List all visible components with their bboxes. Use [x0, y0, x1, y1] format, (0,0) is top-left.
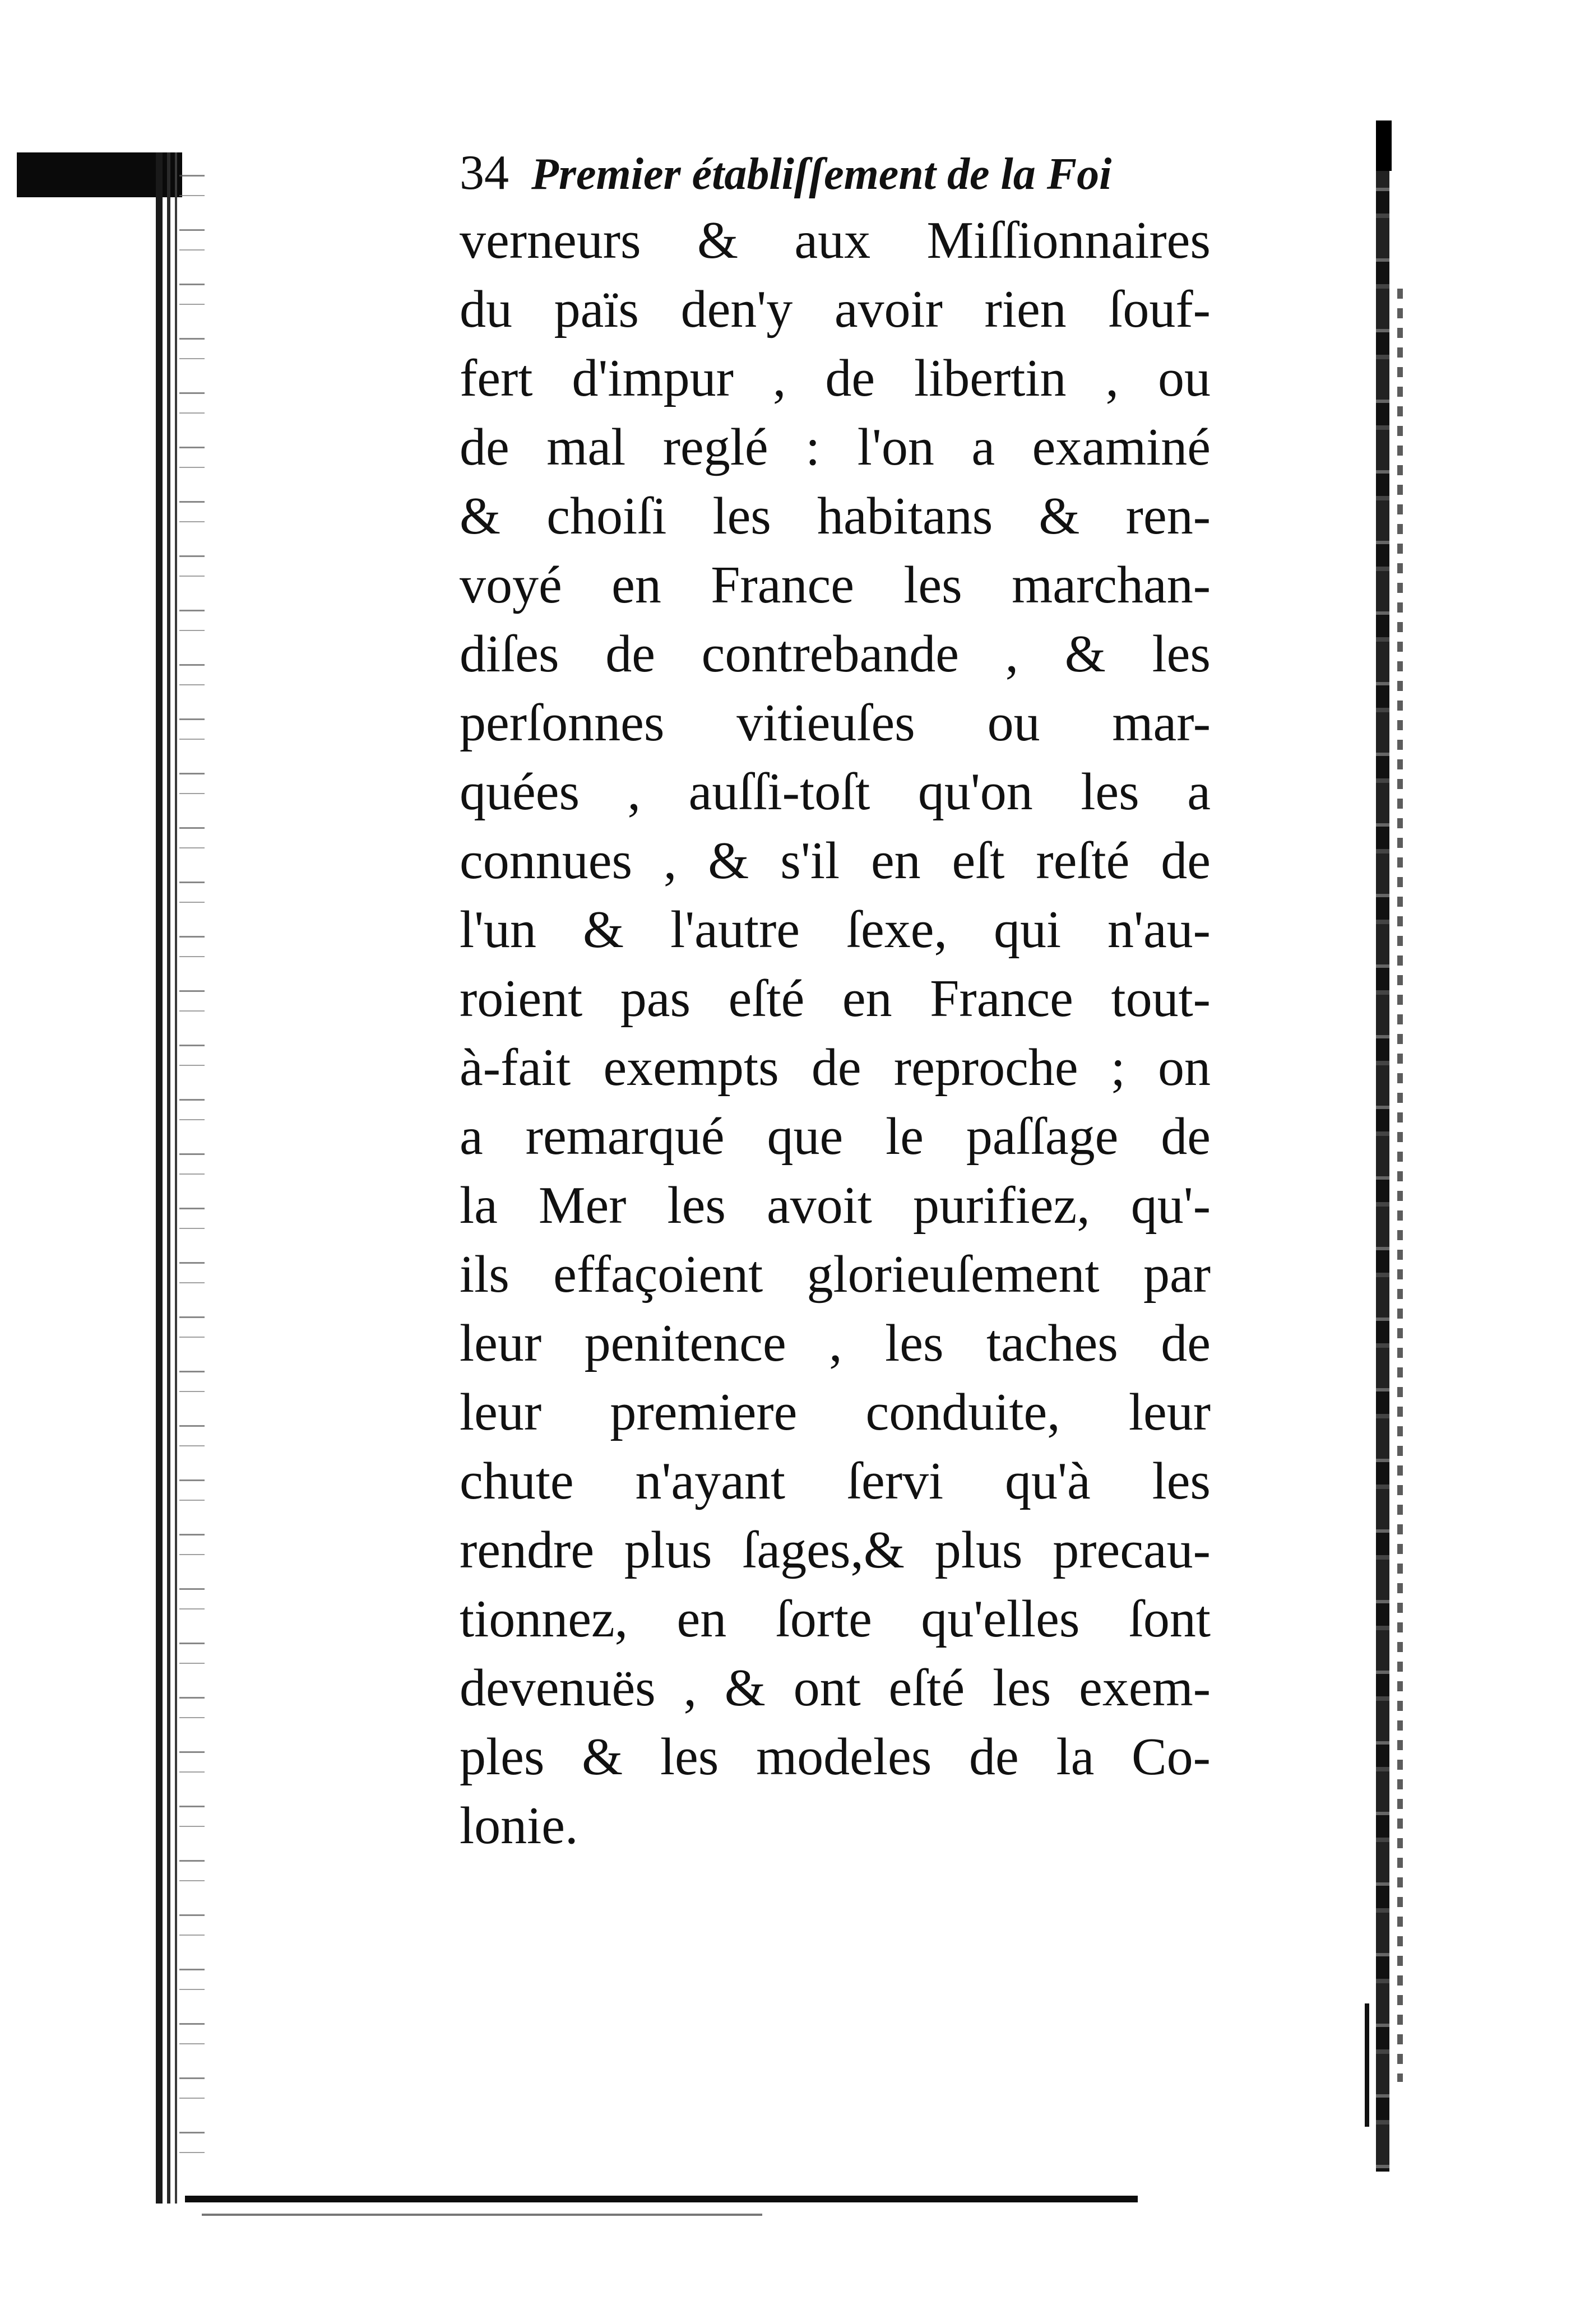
- text-block: [460, 145, 1222, 1861]
- body-line: diſes de contrebande , & les: [460, 625, 1211, 683]
- body-line: de mal reglé : l'on a examiné: [460, 418, 1211, 476]
- right-edge-bar: [1376, 120, 1389, 2172]
- body-line: chute n'ayant ſervi qu'à les: [460, 1452, 1211, 1510]
- body-line: leur penitence , les taches de: [460, 1314, 1211, 1372]
- right-edge-mark: [1365, 2003, 1403, 2127]
- page-number: 34: [460, 146, 509, 200]
- body-line: roient pas eſté en France tout-: [460, 970, 1211, 1028]
- right-page-edge: [1376, 120, 1460, 2172]
- bottom-page-edge-shadow: [202, 2214, 762, 2216]
- body-line: fert d'impur , de libertin , ou: [460, 349, 1211, 407]
- body-line: ils effaçoient glorieuſement par: [460, 1245, 1211, 1304]
- running-head: [460, 145, 1222, 206]
- right-edge-speckle: [1397, 289, 1403, 2082]
- body-line: à-fait exempts de reproche ; on: [460, 1038, 1211, 1097]
- body-line: la Mer les avoit purifiez, qu'-: [460, 1176, 1211, 1235]
- body-line: du païs den'y avoir rien ſouf-: [460, 280, 1211, 338]
- body-line: perſonnes vitieuſes ou mar-: [460, 694, 1211, 752]
- body-line: a remarqué que le paſſage de: [460, 1107, 1211, 1166]
- body-line: devenuës , & ont eſté les exem-: [460, 1659, 1211, 1717]
- body-line: voyé en France les marchan-: [460, 556, 1211, 614]
- body-line: rendre plus ſages,& plus precau-: [460, 1521, 1211, 1579]
- left-page-edge: [156, 152, 182, 2204]
- body-line: ples & les modeles de la Co-: [460, 1728, 1211, 1786]
- body-line: leur premiere conduite, leur: [460, 1383, 1211, 1441]
- body-line: tionnez, en ſorte qu'elles ſont: [460, 1590, 1211, 1648]
- body-line: quées , auſſi-toſt qu'on les a: [460, 763, 1211, 821]
- body-line: l'un & l'autre ſexe, qui n'au-: [460, 901, 1211, 959]
- running-head-title: Premier établiſſement de la Foi: [531, 150, 1112, 199]
- body-line: connues , & s'il en eſt reſté de: [460, 832, 1211, 890]
- bottom-page-edge: [185, 2196, 1138, 2202]
- left-edge-speckle: [179, 163, 205, 2180]
- body-line: & choiſi les habitans & ren-: [460, 487, 1211, 545]
- body-line: lonie.: [460, 1797, 578, 1855]
- right-edge-corner: [1376, 120, 1392, 171]
- body-line: verneurs & aux Miſſionnaires: [460, 211, 1211, 270]
